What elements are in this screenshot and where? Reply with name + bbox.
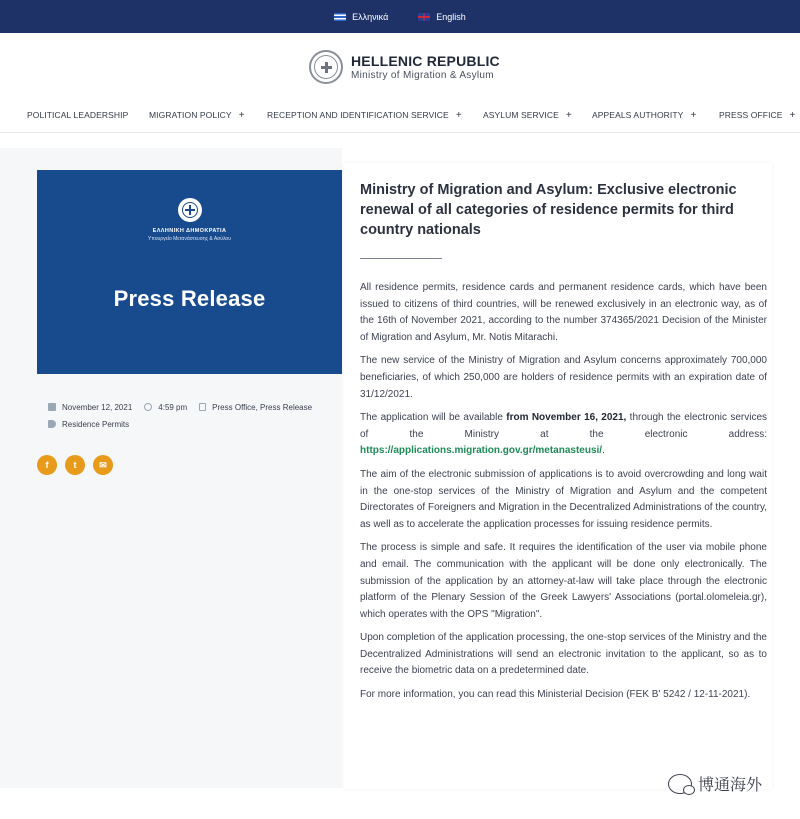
greek-flag-icon (334, 13, 346, 21)
hero-title: Press Release (113, 286, 266, 311)
tag-icon (48, 420, 56, 428)
wechat-watermark (668, 772, 762, 795)
nav-reception-identification[interactable] (267, 104, 462, 126)
nav-label: RECEPTION AND IDENTIFICATION SERVICE (267, 110, 449, 120)
site-logo[interactable] (309, 50, 500, 84)
greek-emblem-icon (178, 198, 202, 222)
article-paragraph: All residence permits, residence cards and permanent residence cards, which have been issued to citizens of third countries, will be renewed exclusively in an electronic way, as of the 16th of November 2021, according to the number 374365/2021 Decision of the Minister of Migration and Asylum, Mr. Notis Mitarachi. (360, 282, 767, 343)
nav-label: MIGRATION POLICY (149, 110, 232, 120)
hero-greek-title: ΕΛΛΗΝΙΚΗ ΔΗΜΟΚΡΑΤΙΑ (152, 228, 227, 234)
post-time: 4:59 pm (158, 402, 188, 412)
plus-icon: + (690, 109, 697, 121)
language-greek-label: Ελληνικά (352, 11, 389, 22)
plus-icon: + (789, 109, 796, 121)
wechat-icon (668, 774, 692, 794)
nav-political-leadership[interactable] (27, 104, 128, 126)
main-navigation (0, 104, 800, 126)
nav-label: PRESS OFFICE (719, 110, 783, 120)
nav-appeals-authority[interactable] (592, 104, 696, 126)
clock-icon (144, 403, 152, 411)
facebook-share-button[interactable] (37, 455, 57, 475)
brand-subtitle: Ministry of Migration & Asylum (351, 70, 494, 81)
paragraph-text: . (602, 445, 605, 457)
plus-icon: + (238, 109, 245, 121)
nav-label: ASYLUM SERVICE (483, 110, 559, 120)
uk-flag-icon (418, 13, 430, 21)
nav-press-office[interactable] (719, 104, 796, 126)
post-tag[interactable]: Residence Permits (62, 419, 130, 429)
paragraph-text: through the electronic services of the Ministry at the electronic address: (360, 412, 768, 440)
crest-icon (309, 50, 343, 84)
article-paragraph: The aim of the electronic submission of applications is to avoid overcrowding and long wait in the one-stop services of the Ministry of Migration and Asylum and the competent Directorates of Foreigners and Migration in the Decentralized Administrations of the country, as well as to accelerate the application processes for issuing residence permits. (360, 468, 767, 530)
language-bar (0, 0, 800, 33)
nav-asylum-service[interactable] (483, 104, 572, 126)
post-date: November 12, 2021 (62, 402, 133, 412)
article-paragraph: Upon completion of the application processing, the one-stop services of the Ministry and the Decentralized Administrations will send an electronic invitation to the applicant, so as to receive the biometric data on a predetermined date. (360, 632, 767, 677)
plus-icon: + (565, 109, 572, 121)
watermark-text: 博通海外 (698, 777, 763, 794)
hero-greek-subtitle: Υπουργείο Μετανάστευσης & Ασύλου (148, 236, 231, 242)
paragraph-text: The application will be available (360, 412, 507, 424)
article-paragraph: The process is simple and safe. It requires the identification of the user via mobile phone and email. The communication with the applicant will be done only electronically. The submission of the application by an attorney-at-law will take place through the electronic platform of the Plenary Session of the Greek Lawyers' Associations (portal.olomeleia.gr), which operates with the OPS "Migration". (360, 542, 767, 620)
plus-icon: + (455, 109, 462, 121)
article-body (360, 280, 767, 711)
nav-label: POLITICAL LEADERSHIP (27, 110, 129, 120)
article-paragraph: The new service of the Ministry of Migration and Asylum concerns approximately 700,000 beneficiaries, of which 250,000 are holders of residence permits with an expiration date of 31/12/2021. (360, 355, 767, 400)
availability-date: from November 16, 2021, (506, 412, 627, 424)
calendar-icon (48, 403, 56, 411)
nav-divider (0, 132, 800, 133)
nav-label: APPEALS AUTHORITY (592, 110, 684, 120)
post-categories[interactable]: Press Office, Press Release (212, 402, 313, 412)
post-meta (48, 400, 338, 434)
email-share-button[interactable] (93, 455, 113, 475)
language-english-link[interactable] (418, 12, 466, 22)
brand-title: HELLENIC REPUBLIC (351, 53, 500, 69)
article-title: Ministry of Migration and Asylum: Exclusive electronic renewal of all categories of residence permits for third country nationals (360, 182, 737, 238)
twitter-share-button[interactable] (65, 455, 85, 475)
article-paragraph: For more information, you can read this Ministerial Decision (FEK B' 5242 / 12-11-2021). (360, 689, 751, 701)
language-greek-link[interactable] (334, 12, 388, 22)
email-icon: ✉ (99, 459, 107, 470)
facebook-icon: f (45, 460, 49, 470)
share-buttons (37, 455, 113, 475)
application-link[interactable]: https://applications.migration.gov.gr/metanasteusi/ (360, 445, 603, 457)
language-english-label: English (436, 11, 466, 22)
article-paragraph (360, 410, 767, 460)
nav-migration-policy[interactable] (149, 104, 245, 126)
folder-icon (199, 403, 206, 411)
press-release-image (37, 170, 342, 374)
twitter-icon: t (73, 460, 77, 470)
title-divider (360, 258, 442, 259)
